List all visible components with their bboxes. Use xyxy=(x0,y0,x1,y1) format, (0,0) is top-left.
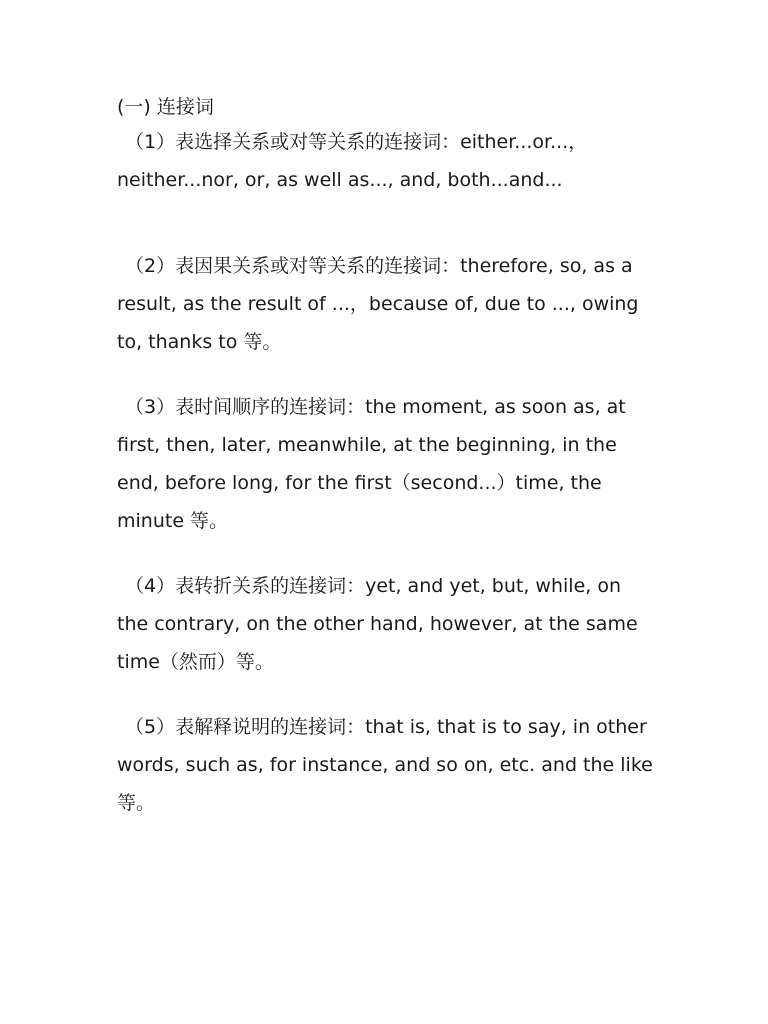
item-time-connectives: （3）表时间顺序的连接词：the moment, as soon as, at first, then, later, meanwhile, at the beginning, in the end, before long, for the first（second...）time, the minute 等。 xyxy=(117,396,626,532)
item-explanation-connectives: （5）表解释说明的连接词：that is, that is to say, in other words, such as, for instance, and so on, etc. and the like 等。 xyxy=(117,716,653,814)
section-title: (一) 连接词 xyxy=(117,96,214,118)
item-contrast-connectives: （4）表转折关系的连接词：yet, and yet, but, while, on the contrary, on the other hand, however, at the same time（然而）等。 xyxy=(117,575,638,673)
item-cause-connectives: （2）表因果关系或对等关系的连接词：therefore, so, as a result, as the result of ...，because of, due to ..., owing to, thanks to 等。 xyxy=(117,255,639,353)
item-choice-connectives: （1）表选择关系或对等关系的连接词：either...or...，neither...nor, or, as well as..., and, both...and... xyxy=(117,131,588,191)
document-page xyxy=(117,93,657,822)
